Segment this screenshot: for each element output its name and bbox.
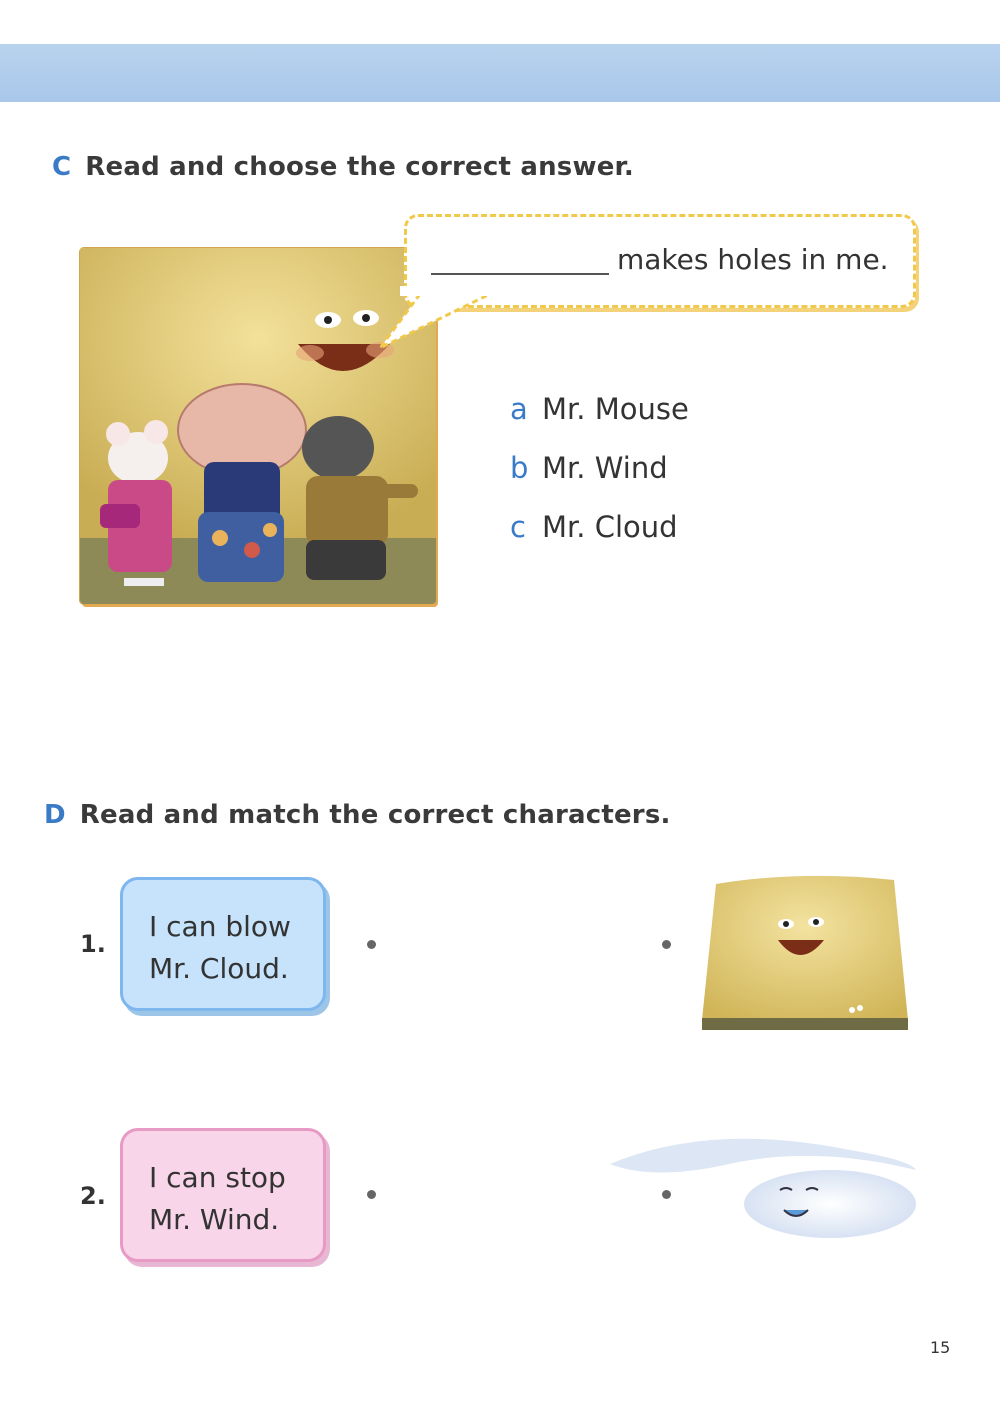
option-c[interactable]: [510, 510, 678, 544]
item-2-left-dot[interactable]: [367, 1190, 376, 1199]
item-2-card: [120, 1128, 326, 1262]
item-1-line2: Mr. Cloud.: [149, 952, 289, 985]
item-2-line2: Mr. Wind.: [149, 1203, 280, 1236]
header-band: [0, 44, 1000, 102]
section-c-letter: C: [52, 152, 72, 182]
option-c-letter: c: [510, 510, 526, 544]
page-number: 15: [930, 1338, 951, 1357]
cloud-character-picture: [610, 1130, 920, 1240]
section-d-title: Read and match the correct characters.: [79, 800, 671, 830]
item-1-left-dot[interactable]: [367, 940, 376, 949]
section-c-title: Read and choose the correct answer.: [85, 152, 634, 182]
section-d-heading: [44, 800, 671, 830]
option-a-text: Mr. Mouse: [542, 392, 689, 426]
option-b-text: Mr. Wind: [542, 451, 668, 485]
speech-bubble-tail: [380, 286, 500, 356]
item-2-number: 2.: [80, 1182, 106, 1210]
item-1-card: [120, 877, 326, 1011]
option-a[interactable]: [510, 392, 689, 426]
option-a-letter: a: [510, 392, 528, 426]
option-c-text: Mr. Cloud: [542, 510, 678, 544]
wall-character-picture: [702, 870, 908, 1030]
section-c-heading: [52, 152, 634, 182]
option-b-letter: b: [510, 451, 529, 485]
speech-text: makes holes in me.: [617, 243, 889, 276]
option-b[interactable]: [510, 451, 668, 485]
item-1-number: 1.: [80, 930, 106, 958]
item-2-line1: I can stop: [149, 1161, 286, 1194]
section-d-letter: D: [44, 800, 66, 830]
wall-right-dot[interactable]: [662, 940, 671, 949]
item-1-line1: I can blow: [149, 910, 291, 943]
answer-blank[interactable]: [431, 273, 609, 275]
